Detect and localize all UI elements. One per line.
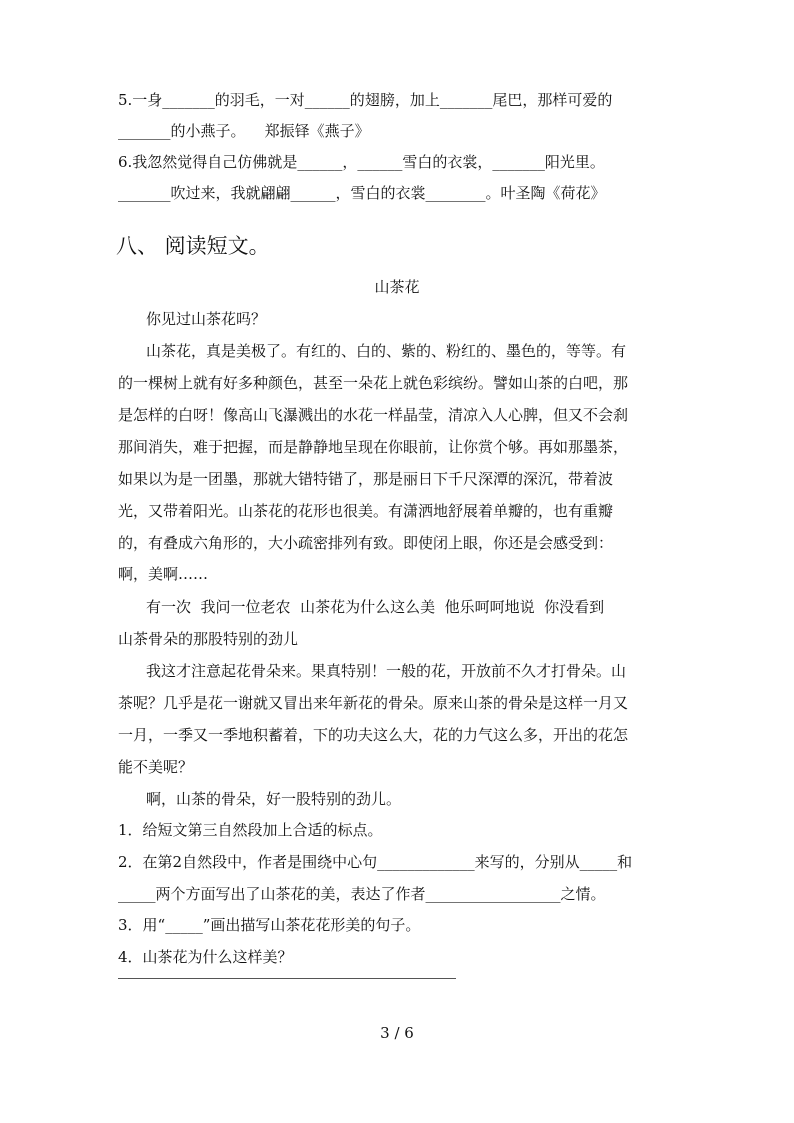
passage-line: 的一棵树上就有好多种颜色，甚至一朵花上就色彩缤纷。譬如山茶的白吧，那 bbox=[118, 374, 629, 392]
fill-item-5-line-1: 5.一身_______的羽毛，一对______的翅膀，加上_______尾巴，那样可爱的 bbox=[118, 91, 613, 109]
passage-line: 那间消失，难于把握，而是静静地呈现在你眼前，让你赏个够。再如那墨茶， bbox=[118, 438, 629, 456]
passage-line: 啊，山茶的骨朵，好一股特别的劲儿。 bbox=[146, 790, 402, 808]
passage-line: 山茶花，真是美极了。有红的、白的、紫的、粉红的、墨色的，等等。有 bbox=[146, 342, 627, 360]
passage-line: 我这才注意起花骨朵来。果真特别！一般的花，开放前不久才打骨朵。山 bbox=[146, 662, 627, 680]
passage-line: 能不美呢？ bbox=[118, 758, 194, 776]
section-heading: 八、 阅读短文。 bbox=[116, 234, 270, 258]
fill-item-6-line-2: _______吹过来，我就翩翩______，雪白的衣裳________。叶圣陶《荷花》 bbox=[118, 184, 606, 202]
passage-line: 你见过山茶花吗？ bbox=[146, 310, 267, 328]
question-1: 1．给短文第三自然段加上合适的标点。 bbox=[118, 821, 383, 839]
question-2-line-1: 2．在第2自然段中，作者是围绕中心句_____________来写的，分别从_____和 bbox=[118, 853, 633, 871]
passage-line: 如果以为是一团墨，那就大错特错了，那是丽日下千尺深潭的深沉，带着波 bbox=[118, 470, 614, 488]
passage-line: 茶呢？几乎是花一谢就又冒出来年新花的骨朵。原来山茶的骨朵是这样一月又 bbox=[118, 694, 629, 712]
fill-item-6-line-1: 6.我忽然觉得自己仿佛就是______，______雪白的衣裳，_______阳光里。 bbox=[118, 153, 605, 171]
passage-line: 啊，美啊…… bbox=[118, 565, 209, 583]
question-4: 4．山茶花为什么这样美？ bbox=[118, 948, 293, 966]
question-2-line-2: _____两个方面写出了山茶花的美，表达了作者__________________之情。 bbox=[118, 885, 606, 903]
question-3: 3．用“_____”画出描写山茶花花形美的句子。 bbox=[118, 916, 421, 934]
page-number: 3 / 6 bbox=[380, 1024, 414, 1042]
passage-line: 光，又带着阳光。山茶花的花形也很美。有潇洒地舒展着单瓣的，也有重瓣 bbox=[118, 502, 614, 520]
passage-line: 的，有叠成六角形的，大小疏密排列有致。即使闭上眼，你还是会感受到： bbox=[118, 534, 614, 552]
passage-line: 有一次 我问一位老农 山茶花为什么这么美 他乐呵呵地说 你没看到 bbox=[146, 598, 605, 616]
passage-line: 是怎样的白呀！像高山飞瀑溅出的水花一样晶莹，清凉入人心脾，但又不会刹 bbox=[118, 406, 629, 424]
passage-line: 山茶骨朵的那股特别的劲儿 bbox=[118, 630, 299, 648]
answer-line bbox=[118, 978, 456, 979]
passage-title: 山茶花 bbox=[374, 278, 420, 296]
passage-line: 一月，一季又一季地积蓄着，下的功夫这么大，花的力气这么多，开出的花怎 bbox=[118, 726, 629, 744]
fill-item-5-line-2: _______的小燕子。 郑振铎《燕子》 bbox=[118, 122, 370, 140]
